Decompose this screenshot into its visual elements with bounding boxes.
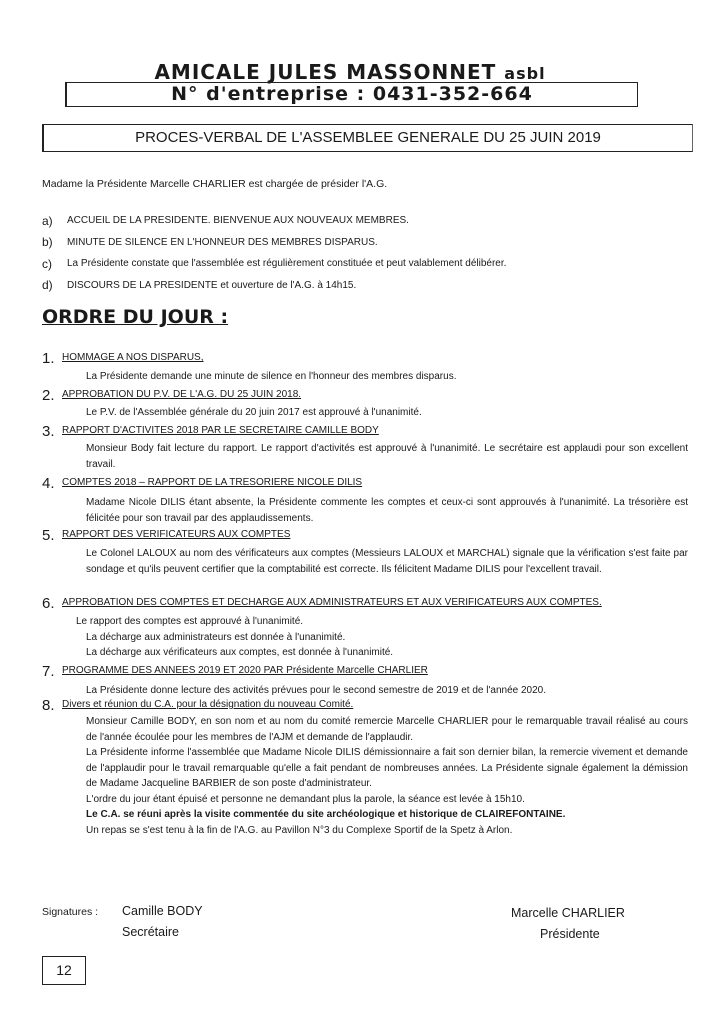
agenda-title: APPROBATION DU P.V. DE L'A.G. DU 25 JUIN 2018.: [62, 389, 302, 400]
agenda-paragraph: Monsieur Camille BODY, en son nom et au nom du comité remercie Marcelle CHARLIER pour le remarquable travail réalisé au cours de l'année écoulée pour les membres de l'AJM et demande de l'applaudir.: [86, 716, 688, 743]
list-item-text: La Présidente constate que l'assemblée est régulièrement constituée et peut valablement délibérer.: [67, 258, 507, 270]
list-item-text: ACCUEIL DE LA PRESIDENTE. BIENVENUE AUX NOUVEAUX MEMBRES.: [67, 215, 409, 227]
intro-paragraph: Madame la Présidente Marcelle CHARLIER est chargée de présider l'A.G.: [42, 178, 388, 190]
agenda-title: RAPPORT DES VERIFICATEURS AUX COMPTES: [62, 529, 291, 540]
agenda-paragraph: La Présidente donne lecture des activités prévues pour le second semestre de 2019 et de l'année 2020.: [86, 685, 546, 696]
agenda-number: 4.: [42, 475, 55, 492]
agenda-paragraph: Le P.V. de l'Assemblée générale du 20 juin 2017 est approuvé à l'unanimité.: [86, 407, 422, 418]
agenda-paragraph: Le rapport des comptes est approuvé à l'unanimité.: [76, 616, 304, 627]
agenda-body: [86, 683, 688, 699]
organization-suffix: asbl: [504, 64, 546, 83]
list-item: [42, 253, 682, 275]
agenda-paragraph: La Présidente demande une minute de silence en l'honneur des membres disparus.: [86, 371, 457, 382]
agenda-paragraph: La décharge aux vérificateurs aux comptes, est donnée à l'unanimité.: [86, 647, 394, 658]
agenda-number: 8.: [42, 697, 55, 714]
agenda-body: [86, 495, 688, 526]
agenda-title: COMPTES 2018 – RAPPORT DE LA TRESORIERE NICOLE DILIS: [62, 477, 363, 488]
company-number: N° d'entreprise : 0431-352-664: [65, 82, 638, 107]
agenda-body: [86, 714, 688, 838]
agenda-number: 1.: [42, 350, 55, 367]
agenda-paragraph: Monsieur Body fait lecture du rapport. Le rapport d'activités est approuvé à l'unanimité. Le secrétaire est applaudi pour son excellent travail.: [86, 443, 688, 470]
agenda-number: 7.: [42, 663, 55, 680]
list-item-text: DISCOURS DE LA PRESIDENTE et ouverture de l'A.G. à 14h15.: [67, 279, 357, 291]
agenda-heading: ORDRE DU JOUR :: [42, 306, 229, 328]
signature-secretary-role: Secrétaire: [122, 925, 179, 939]
agenda-paragraph: Le Colonel LALOUX au nom des vérificateurs aux comptes (Messieurs LALOUX et MARCHAL) signale que la vérification s'est faite par sondage et qu'ils peuvent certifier que la comptabilité est correcte. Ils félicitent Madame DILIS pour l'excellent travail.: [86, 548, 688, 575]
organization-name-text: AMICALE JULES MASSONNET: [154, 60, 497, 84]
signatures-label: Signatures :: [42, 906, 99, 918]
signature-president-name: Marcelle CHARLIER: [511, 906, 625, 920]
agenda-number: 6.: [42, 595, 55, 612]
agenda-title: HOMMAGE A NOS DISPARUS,: [62, 352, 204, 363]
agenda-body: [86, 546, 688, 577]
agenda-title: Divers et réunion du C.A. pour la désignation du nouveau Comité.: [62, 699, 354, 710]
list-item-letter: b): [42, 235, 53, 250]
agenda-number: 5.: [42, 527, 55, 544]
list-item-letter: d): [42, 278, 53, 293]
agenda-title: PROGRAMME DES ANNEES 2019 ET 2020 PAR Présidente Marcelle CHARLIER: [62, 665, 428, 676]
signature-secretary-name: Camille BODY: [122, 904, 203, 918]
list-item-letter: a): [42, 213, 53, 228]
agenda-body: [76, 614, 688, 661]
list-item: [42, 210, 682, 232]
agenda-title: APPROBATION DES COMPTES ET DECHARGE AUX ADMINISTRATEURS ET AUX VERIFICATEURS AUX COMPTES.: [62, 597, 602, 608]
signature-president-role: Présidente: [540, 927, 600, 941]
agenda-body: [86, 369, 688, 385]
agenda-number: 2.: [42, 387, 55, 404]
agenda-body: [86, 405, 688, 421]
organization-name: [52, 60, 648, 84]
list-item: [42, 232, 682, 254]
list-item-letter: c): [42, 256, 52, 271]
agenda-number: 3.: [42, 423, 55, 440]
agenda-paragraph: Un repas se s'est tenu à la fin de l'A.G. au Pavillon N°3 du Complexe Sportif de la Spetz à Arlon.: [86, 824, 513, 836]
agenda-paragraph: La Présidente informe l'assemblée que Madame Nicole DILIS démissionnaire a fait son dernier bilan, la remercie vivement et demande de l'applaudir pour le travail remarquable qu'elle a fait pendant de nombreuses années. La Présidente signale également la démission de Madame Jacqueline BARBIER de son poste d'administrateur.: [86, 747, 688, 789]
list-item-text: MINUTE DE SILENCE EN L'HONNEUR DES MEMBRES DISPARUS.: [67, 236, 378, 248]
agenda-paragraph: L'ordre du jour étant épuisé et personne ne demandant plus la parole, la séance est levée à 15h10.: [86, 793, 525, 805]
agenda-title: RAPPORT D'ACTIVITES 2018 PAR LE SECRETAIRE CAMILLE BODY: [62, 425, 379, 436]
preliminary-list: [42, 210, 682, 296]
agenda-body: [86, 441, 688, 472]
agenda-paragraph: Le C.A. se réuni après la visite commentée du site archéologique et historique de CLAIREFONTAINE.: [86, 809, 566, 820]
list-item: [42, 275, 682, 297]
agenda-paragraph: La décharge aux administrateurs est donnée à l'unanimité.: [86, 631, 346, 643]
page-number: 12: [42, 956, 86, 985]
document-title: PROCES-VERBAL DE L'ASSEMBLEE GENERALE DU 25 JUIN 2019: [42, 124, 693, 152]
agenda-paragraph: Madame Nicole DILIS étant absente, la Présidente commente les comptes et ceux-ci sont approuvés à l'unanimité. La trésorière est félicitée pour son travail par des applaudissements.: [86, 497, 688, 524]
